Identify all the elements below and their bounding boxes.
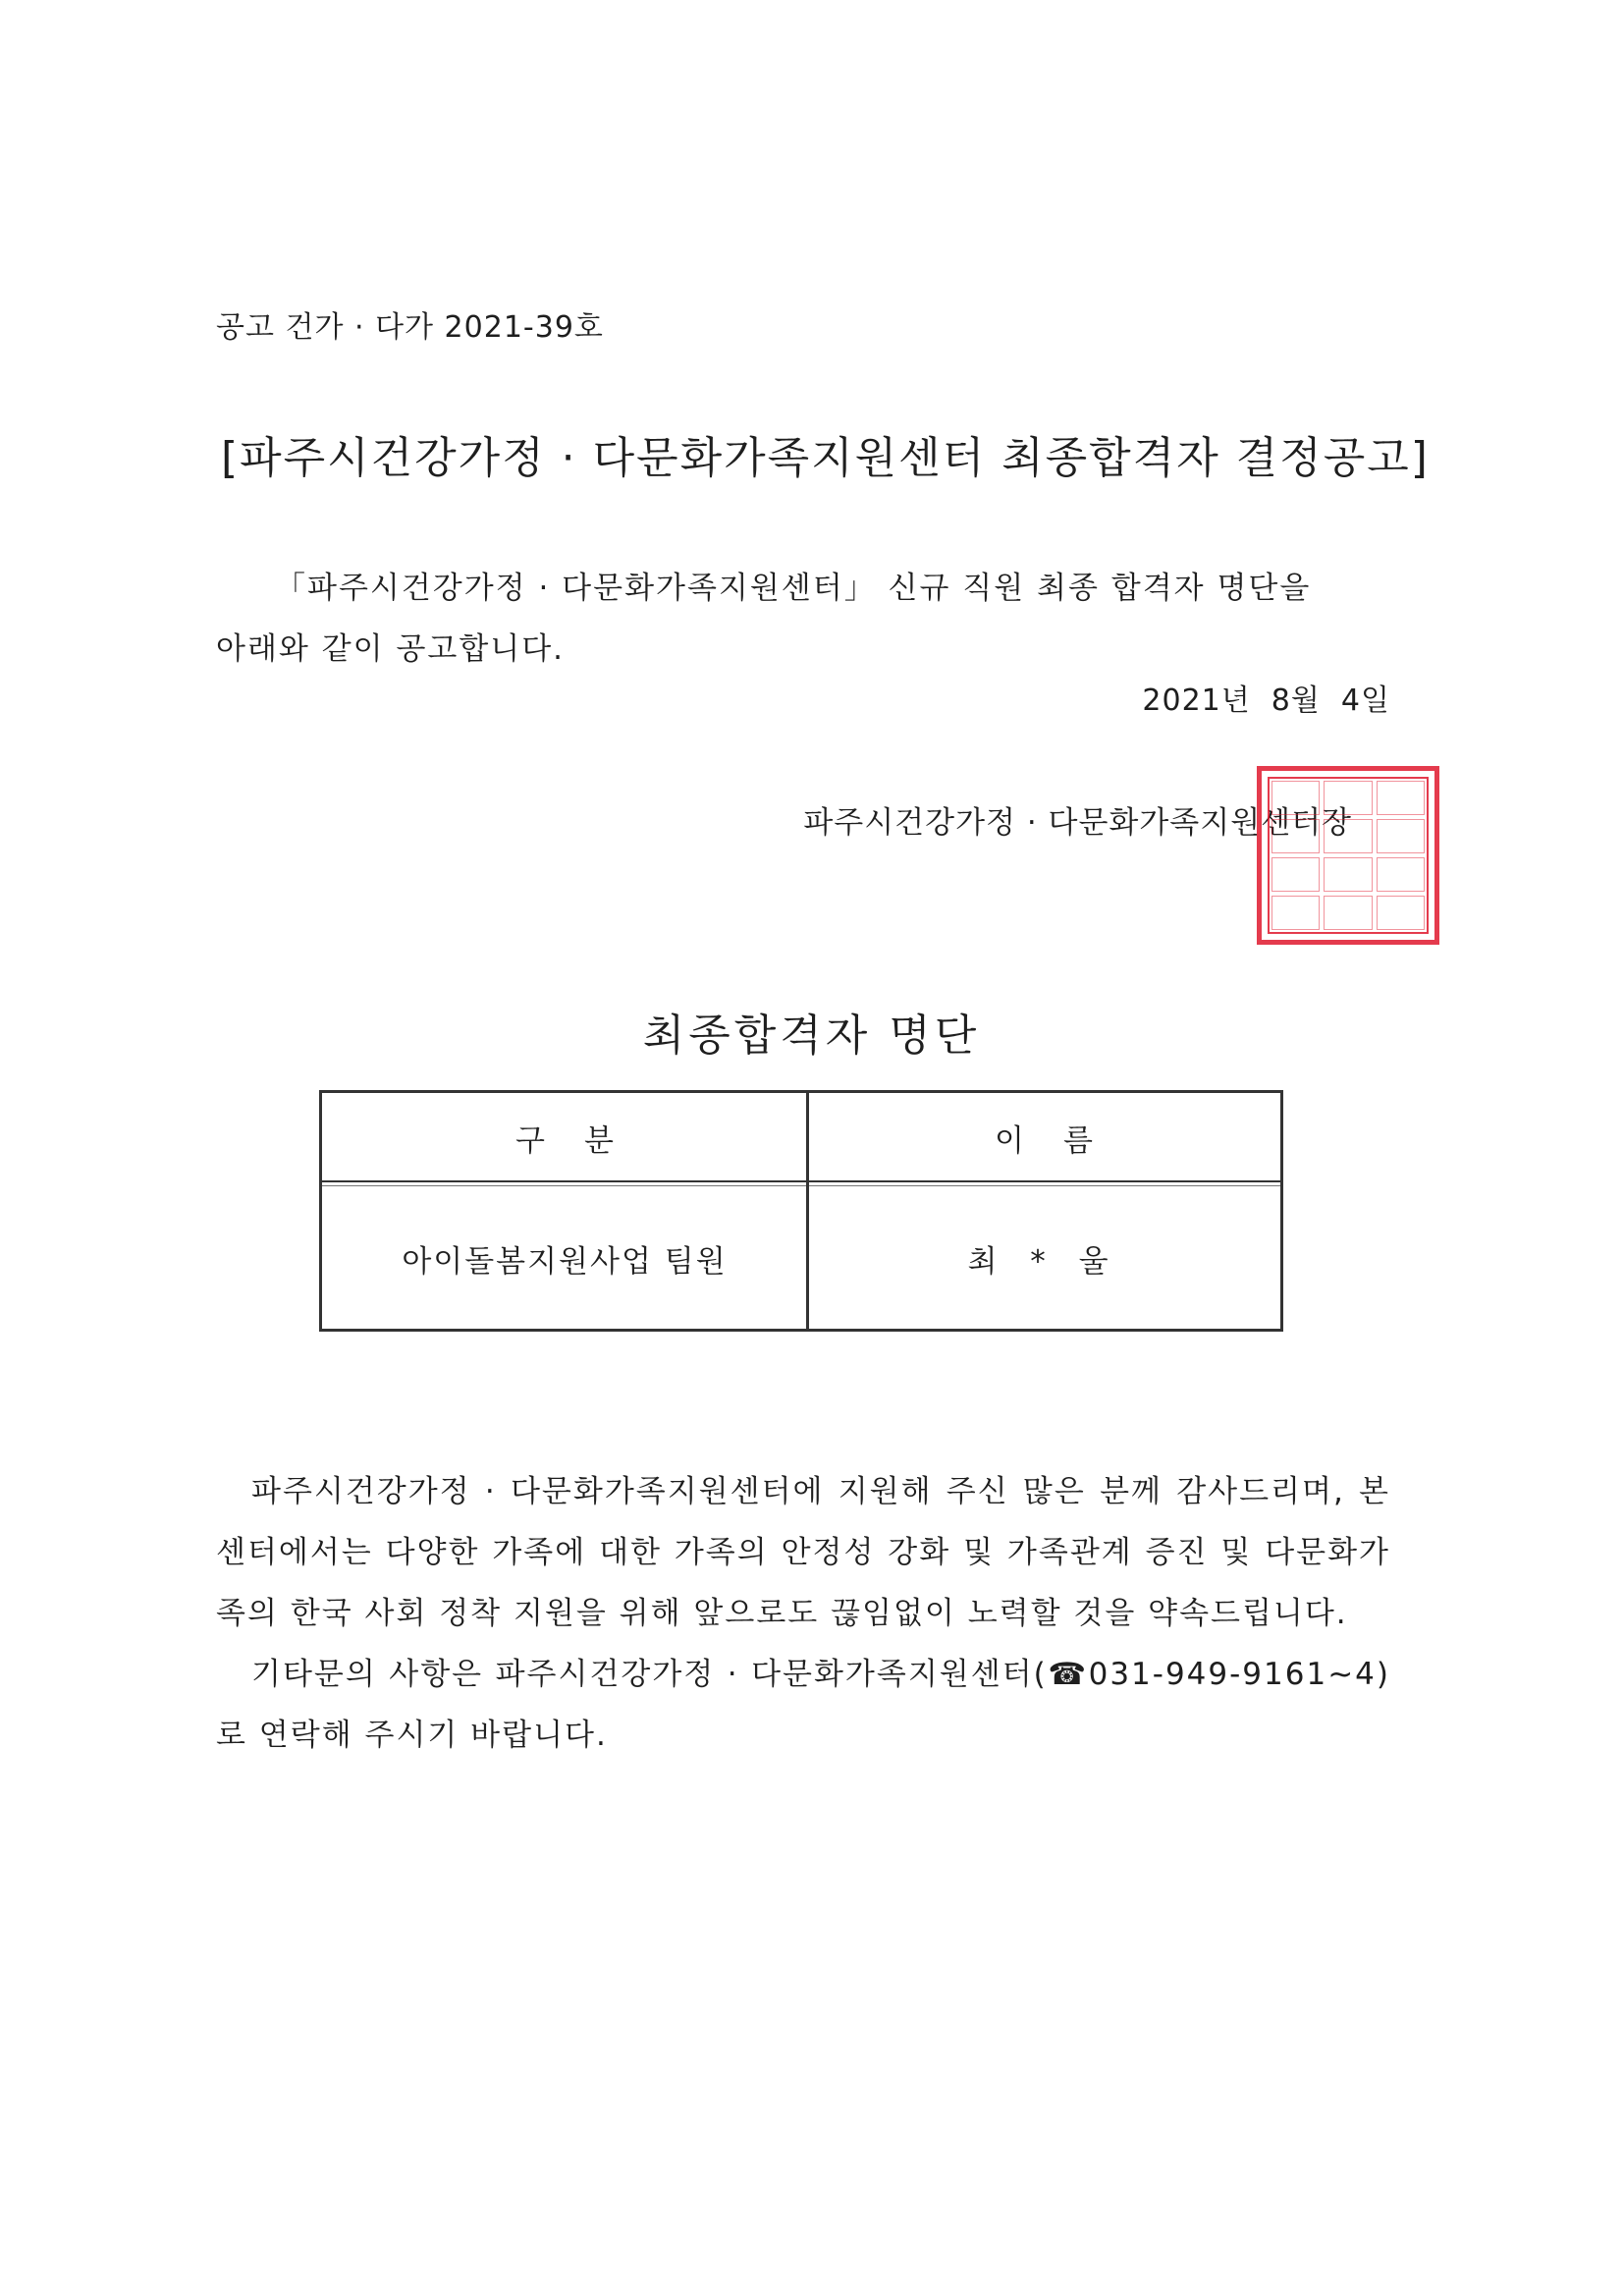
seal-glyph <box>1324 857 1372 892</box>
seal-glyph <box>1271 896 1320 930</box>
list-title: 최종합격자 명단 <box>642 1011 981 1061</box>
closing-paragraph-contact: 기타문의 사항은 파주시건강가정 · 다문화가족지원센터(☎031-949-9161~4)로 연락해 주시기 바랍니다. <box>216 1657 1390 1753</box>
document-title: [파주시건강가정 · 다문화가족지원센터 최종합격자 결정공고] <box>221 433 1430 483</box>
intro-line-2: 아래와 같이 공고합니다. <box>216 631 566 667</box>
seal-glyph <box>1271 857 1320 892</box>
seal-glyph <box>1271 781 1320 815</box>
passers-table <box>319 1090 1283 1332</box>
closing-paragraph-thanks: 파주시건강가정 · 다문화가족지원센터에 지원해 주신 많은 분께 감사드리며, 본 센터에서는 다양한 가족에 대한 가족의 안정성 강화 및 가족관계 증진 및 다문화가족의 한국 사회 정착 지원을 위해 앞으로도 끊임없이 노력할 것을 약속드립니다. <box>216 1474 1390 1631</box>
seal-glyph <box>1377 819 1425 853</box>
header-divider-double <box>322 1185 1280 1186</box>
seal-glyph <box>1377 857 1425 892</box>
seal-glyph <box>1377 896 1425 930</box>
seal-glyph <box>1324 819 1372 853</box>
column-header-name: 이름 <box>995 1122 1132 1159</box>
seal-glyph <box>1377 781 1425 815</box>
notice-number: 공고 건가 · 다가 2021-39호 <box>216 310 604 345</box>
notice-date: 2021년 8월 4일 <box>1142 683 1390 718</box>
intro-line-1: 「파주시건강가정 · 다문화가족지원센터」 신규 직원 최종 합격자 명단을 <box>275 571 1312 606</box>
closing-section <box>216 1461 1390 1766</box>
header-divider <box>322 1180 1280 1182</box>
column-header-category: 구분 <box>515 1122 653 1159</box>
table-row-name: 최 * 울 <box>967 1243 1120 1280</box>
seal-grid <box>1268 777 1429 934</box>
official-seal-stamp <box>1257 766 1439 945</box>
intro-paragraph <box>216 558 1394 680</box>
table-row-category: 아이돌봄지원사업 팀원 <box>402 1243 728 1280</box>
seal-glyph <box>1324 896 1372 930</box>
seal-glyph <box>1324 781 1372 815</box>
issuer-name: 파주시건강가정 · 다문화가족지원센터장 <box>803 805 1352 841</box>
seal-glyph <box>1271 819 1320 853</box>
